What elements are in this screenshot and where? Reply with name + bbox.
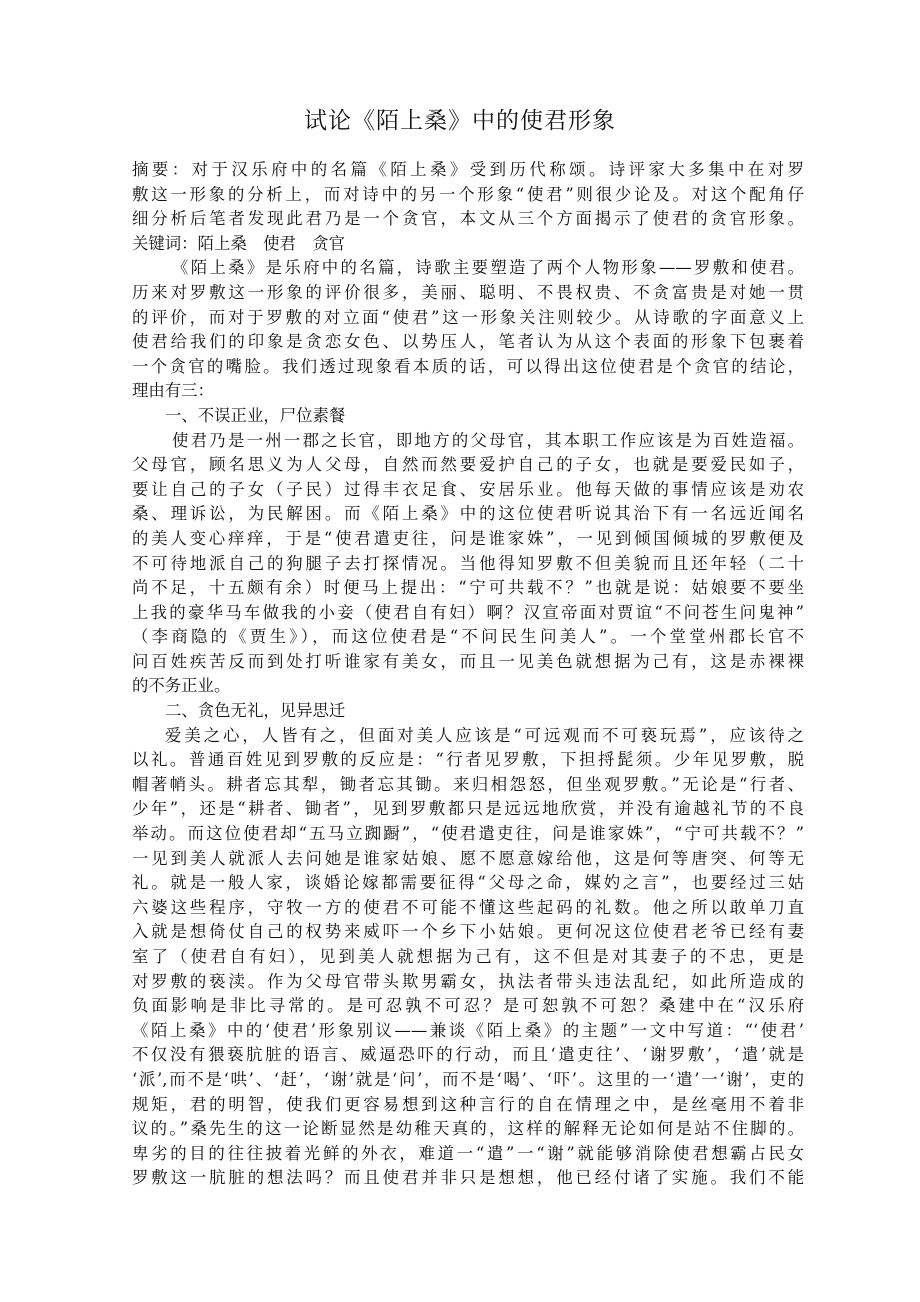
text-line: 使君给我们的印象是贪恋女色、以势压人，笔者认为从这个表面的形象下包裹着 — [132, 332, 804, 352]
text-line: 议的。”桑先生的这一论断显然是幼稚天真的，这样的解释无论如何是站不住脚的。 — [132, 1119, 804, 1139]
text-line: 的美人变心痒痒，于是“使君遣吏往，问是谁家姝”，一见到倾国倾城的罗敷便及 — [132, 528, 804, 548]
text-line: 礼。就是一般人家，谈婚论嫁都需要征得“父母之命，媒妁之言”，也要经过三姑 — [132, 873, 804, 893]
text-line: 使君乃是一州一郡之长官，即地方的父母官，其本职工作应该是为百姓造福。 — [172, 430, 804, 450]
text-line: 上我的豪华马车做我的小妾（使君自有妇）啊？汉宣帝面对贾谊“不问苍生问鬼神” — [132, 602, 804, 622]
text-line: 《陌上桑》是乐府中的名篇，诗歌主要塑造了两个人物形象——罗敷和使君。 — [172, 258, 804, 278]
document-body — [132, 158, 804, 1191]
text-line: 六婆这些程序，守牧一方的使君不可能不懂这些起码的礼数。他之所以敢单刀直 — [132, 897, 804, 917]
text-line: 规矩，君的明智，使我们更容易想到这种言行的自在情理之中，是丝毫用不着非 — [132, 1094, 804, 1114]
text-line: 细分析后笔者发现此君乃是一个贪官，本文从三个方面揭示了使君的贪官形象。 — [132, 209, 804, 229]
text-line: 不可待地派自己的狗腿子去打探情况。当他得知罗敷不但美貌而且还年轻（二十 — [132, 553, 804, 573]
text-line: 一、不误正业，尸位素餐 — [165, 405, 346, 425]
text-line: 敷这一形象的分析上，而对诗中的另一个形象“使君”则很少论及。对这个配角仔 — [132, 184, 804, 204]
text-line: 举动。而这位使君却“五马立踟蹰”，“使君遣吏往，问是谁家姝”，“宁可共载不？” — [132, 824, 804, 844]
text-line: 历来对罗敷这一形象的评价很多，美丽、聪明、不畏权贵、不贪富贵是对她一贯 — [132, 282, 804, 302]
text-line: 卑劣的目的往往披着光鲜的外衣，难道一“遣”一“谢”就能够消除使君想霸占民女 — [132, 1143, 804, 1163]
text-line: 负面影响是非比寻常的。是可忍孰不可忍？是可恕孰不可恕？桑建中在“汉乐府 — [132, 996, 804, 1016]
text-line: 关键词：陌上桑 使君 贪官 — [132, 233, 346, 253]
document-title: 试论《陌上桑》中的使君形象 — [304, 108, 616, 134]
text-line: 的评价，而对于罗敷的对立面“使君”这一形象关注则较少。从诗歌的字面意义上 — [132, 307, 804, 327]
text-line: 桑、理诉讼，为民解困。而《陌上桑》中的这位使君听说其治下有一名远近闻名 — [132, 504, 804, 524]
text-line: 罗敷这一肮脏的想法吗？而且使君并非只是想想，他已经付诸了实施。我们不能 — [132, 1168, 804, 1188]
text-line: 入就是想倚仗自己的权势来威吓一个乡下小姑娘。更何况这位使君老爷已经有妻 — [132, 922, 804, 942]
text-line: ‘派’,而不是‘哄’、‘赶’，‘谢’就是‘问’，而不是‘喝’、‘吓’。这里的一‘遣’一‘谢’，吏的 — [132, 1069, 804, 1089]
text-line: 二、贪色无礼，见异思迁 — [165, 701, 346, 721]
text-line: 帽著帩头。耕者忘其犁，锄者忘其锄。来归相怨怒，但坐观罗敷。”无论是“行者、 — [132, 774, 804, 794]
text-line: 对罗敷的亵渎。作为父母官带头欺男霸女，执法者带头违法乱纪，如此所造成的 — [132, 971, 804, 991]
text-line: 一见到美人就派人去问她是谁家姑娘、愿不愿意嫁给他，这是何等唐突、何等无 — [132, 848, 804, 868]
text-line: 问百姓疾苦反而到处打听谁家有美女，而且一见美色就想据为己有，这是赤裸裸 — [132, 651, 804, 671]
text-line: 尚不足，十五颇有余）时便马上提出：“宁可共载不？”也就是说：姑娘要不要坐 — [132, 578, 804, 598]
text-line: 理由有三： — [132, 381, 214, 401]
text-line: 一个贪官的嘴脸。我们透过现象看本质的话，可以得出这位使君是个贪官的结论， — [132, 356, 804, 376]
text-line: 少年”，还是“耕者、锄者”，见到罗敷都只是远远地欣赏，并没有逾越礼节的不良 — [132, 799, 804, 819]
text-line: 父母官，顾名思义为人父母，自然而然要爱护自己的子女，也就是要爱民如子， — [132, 455, 804, 475]
text-line: 要让自己的子女（子民）过得丰衣足食、安居乐业。他每天做的事情应该是劝农 — [132, 479, 804, 499]
text-line: 以礼。普通百姓见到罗敷的反应是：“行者见罗敷，下担捋髭须。少年见罗敷，脱 — [132, 750, 804, 770]
text-line: 的不务正业。 — [132, 676, 231, 696]
text-line: （李商隐的《贾生》），而这位使君是“不问民生问美人”。一个堂堂州郡长官不 — [132, 627, 804, 647]
text-line: 摘要：对于汉乐府中的名篇《陌上桑》受到历代称颂。诗评家大多集中在对罗 — [132, 160, 804, 179]
text-line: 室了（使君自有妇），见到美人就想据为己有，这不但是对其妻子的不忠，更是 — [132, 947, 804, 966]
text-line: 爱美之心，人皆有之，但面对美人应该是“可远观而不可亵玩焉”，应该待之 — [165, 725, 804, 745]
text-line: 《陌上桑》中的‘使君’形象别议——兼谈《陌上桑》的主题”一文中写道：“‘使君’ — [132, 1020, 804, 1040]
text-line: 不仅没有猥亵肮脏的语言、威逼恐吓的行动，而且‘遣吏往’、‘谢罗敷’，‘遣’就是 — [132, 1045, 804, 1065]
